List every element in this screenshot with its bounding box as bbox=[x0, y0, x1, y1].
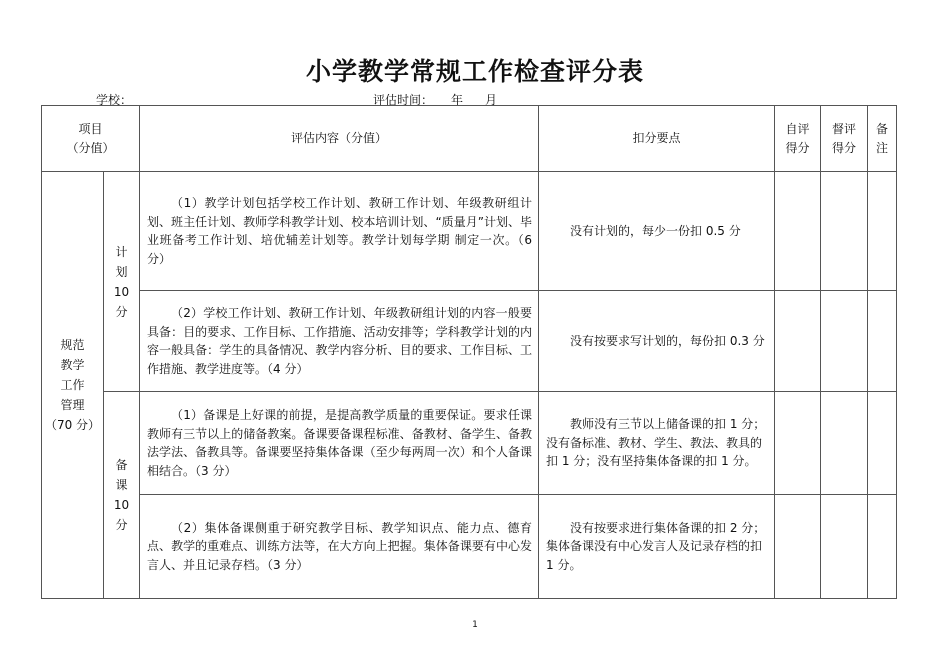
category-cell: 规范 教学 工作 管理 （70 分） bbox=[42, 172, 104, 599]
remarks-cell[interactable] bbox=[868, 291, 897, 392]
header-content: 评估内容（分值） bbox=[140, 106, 539, 172]
content-cell: （2）集体备课侧重于研究教学目标、教学知识点、能力点、德育点、教学的重难点、训练方法等，在大方向上把握。集体备课要有中心发言人、并且记录存档。（3 分） bbox=[140, 495, 539, 599]
header-deduction: 扣分要点 bbox=[539, 106, 775, 172]
table-row bbox=[42, 392, 897, 495]
year-label: 年 bbox=[451, 93, 464, 107]
deduction-cell: 没有按要求写计划的，每份扣 0.3 分 bbox=[539, 291, 775, 392]
remarks-cell[interactable] bbox=[868, 495, 897, 599]
score-table bbox=[41, 105, 897, 599]
deduction-cell: 没有按要求进行集体备课的扣 2 分；集体备课没有中心发言人及记录存档的扣 1 分。 bbox=[539, 495, 775, 599]
header-remarks: 备 注 bbox=[868, 106, 897, 172]
subcategory-plan: 计 划 10 分 bbox=[104, 172, 140, 392]
self-score-cell[interactable] bbox=[775, 495, 821, 599]
deduction-cell: 没有计划的，每少一份扣 0.5 分 bbox=[539, 172, 775, 291]
remarks-cell[interactable] bbox=[868, 172, 897, 291]
table-row bbox=[42, 495, 897, 599]
month-label: 月 bbox=[485, 93, 498, 107]
supervisor-score-cell[interactable] bbox=[821, 495, 868, 599]
table-header-row bbox=[42, 106, 897, 172]
document-title: 小学教学常规工作检查评分表 bbox=[305, 57, 644, 86]
self-score-cell[interactable] bbox=[775, 392, 821, 495]
school-label: 学校： bbox=[96, 93, 133, 107]
supervisor-score-cell[interactable] bbox=[821, 172, 868, 291]
header-self-score: 自评 得分 bbox=[775, 106, 821, 172]
content-cell: （1）备课是上好课的前提，是提高教学质量的重要保证。要求任课教师有三节以上的储备教案。备课要备课程标准、备教材、备学生、备教法学法、备教具等。备课要坚持集体备课（至少每两周一次）和个人备课相结合。（3 分） bbox=[140, 392, 539, 495]
remarks-cell[interactable] bbox=[868, 392, 897, 495]
supervisor-score-cell[interactable] bbox=[821, 392, 868, 495]
self-score-cell[interactable] bbox=[775, 291, 821, 392]
eval-time-label: 评估时间： bbox=[373, 93, 434, 107]
subcategory-prep: 备 课 10 分 bbox=[104, 392, 140, 599]
content-cell: （2）学校工作计划、教研工作计划、年级教研组计划的内容一般要具备：目的要求、工作目标、工作措施、活动安排等；学科教学计划的内容一般具备：学生的具备情况、教学内容分析、目的要求、工作目标、工作措施、教学进度等。（4 分） bbox=[140, 291, 539, 392]
page-number: 1 bbox=[472, 620, 478, 630]
header-supervisor-score: 督评 得分 bbox=[821, 106, 868, 172]
supervisor-score-cell[interactable] bbox=[821, 291, 868, 392]
table-row bbox=[42, 291, 897, 392]
table-row bbox=[42, 172, 897, 291]
self-score-cell[interactable] bbox=[775, 172, 821, 291]
content-cell: （1）教学计划包括学校工作计划、教研工作计划、年级教研组计划、班主任计划、教师学科教学计划、校本培训计划、“质量月”计划、毕业班备考工作计划、培优辅差计划等。教学计划每学期 制定一次。（6 分） bbox=[140, 172, 539, 291]
header-item: 项目 （分值） bbox=[42, 106, 140, 172]
deduction-cell: 教师没有三节以上储备课的扣 1 分；没有备标准、教材、学生、教法、教具的扣 1 分；没有坚持集体备课的扣 1 分。 bbox=[539, 392, 775, 495]
